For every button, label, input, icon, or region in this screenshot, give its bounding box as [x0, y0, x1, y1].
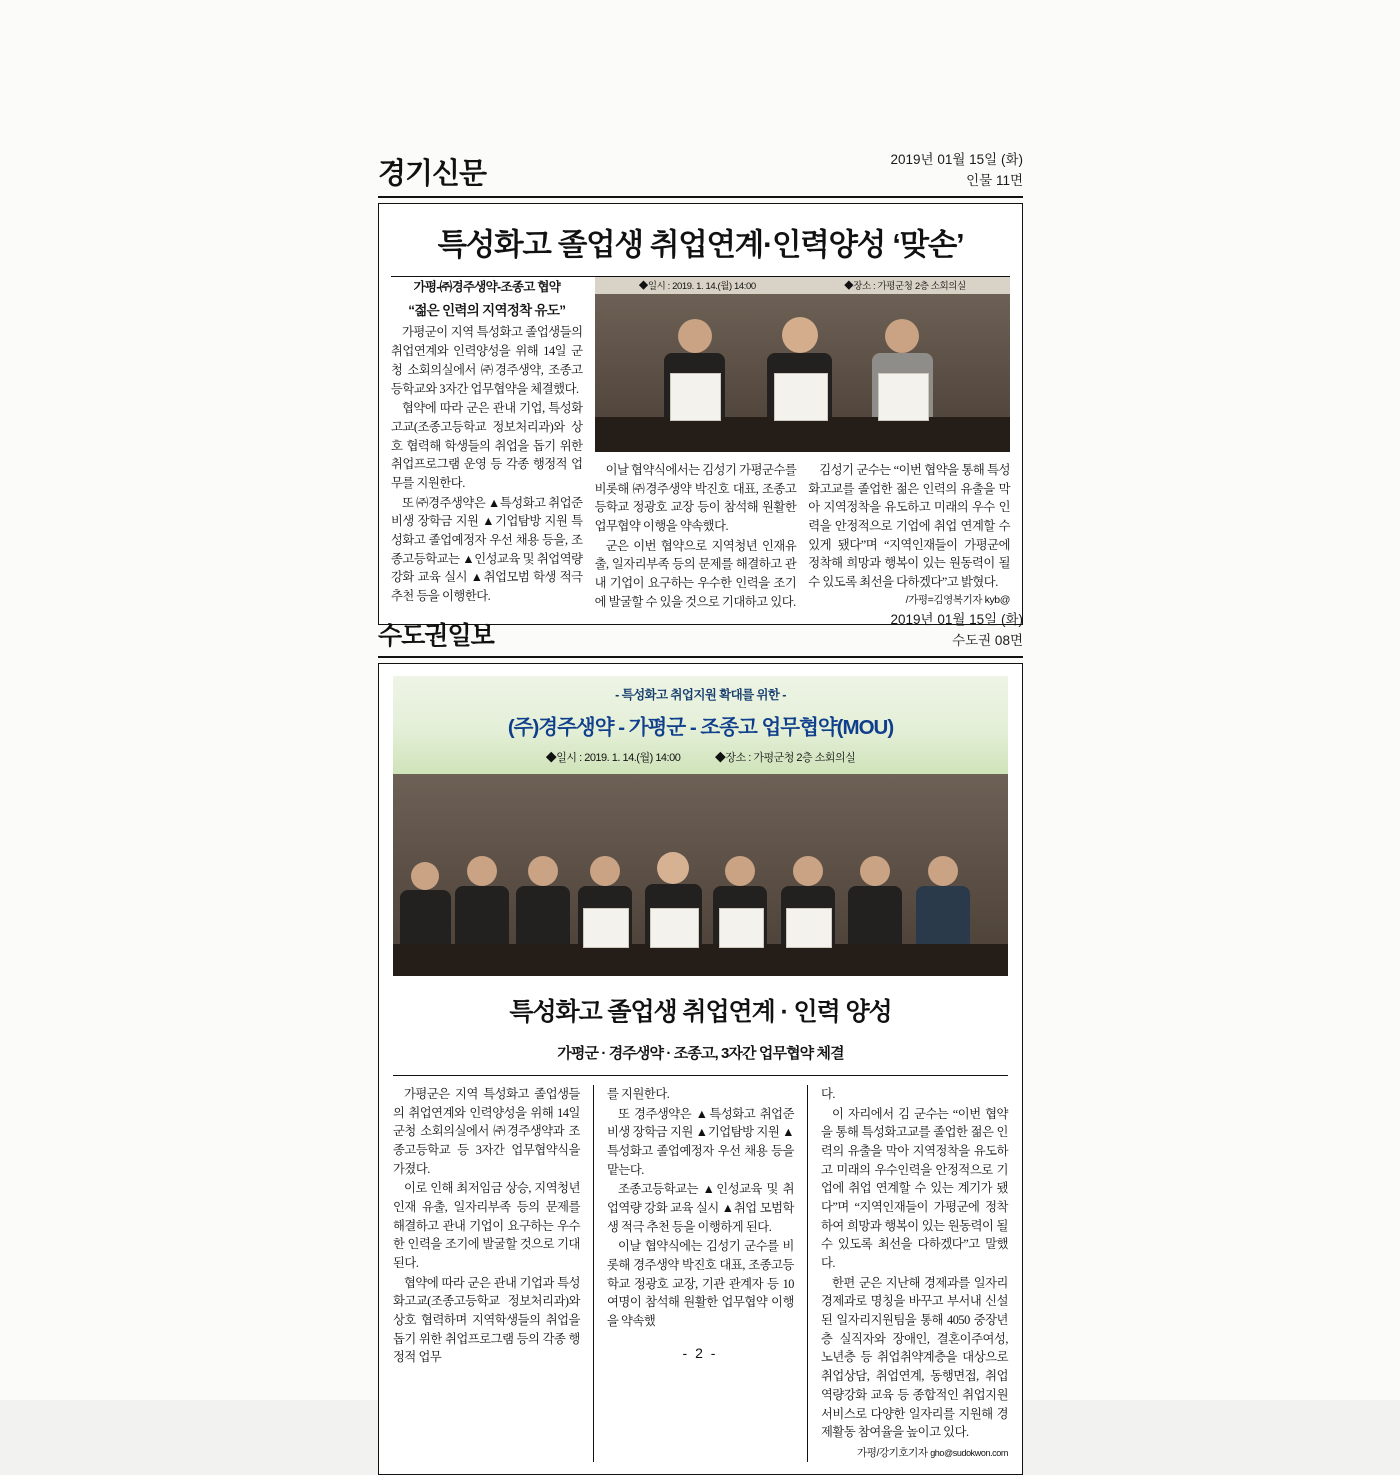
- article1-photo-scene: [595, 294, 1010, 452]
- article1-kicker: [391, 277, 583, 322]
- article1-divider: [378, 196, 1023, 198]
- article2-photo-scene: [393, 774, 1008, 976]
- photo2-person-3: [528, 856, 558, 944]
- article2-meta-date: 2019년 01월 15일 (화): [890, 612, 1023, 627]
- article1-body: [391, 277, 1010, 613]
- article1-frame: [378, 203, 1023, 626]
- article2-meta-page: 수도권 08면: [952, 632, 1023, 648]
- article1-photo-date: ◆일시 : 2019. 1. 14.(월) 14:00: [638, 281, 756, 293]
- article1-kicker-line1: 가평-㈜경주생약-조종고 협약: [413, 279, 561, 294]
- article1-headline: 특성화고 졸업생 취업연계·인력양성 ‘맞손’: [437, 227, 964, 262]
- photo2-person-9: [928, 856, 958, 944]
- article2-col1-p2: 이로 인해 최저임금 상승, 지역청년 인재 유출, 일자리부족 등의 문제를 해결하고 관내 기업이 요구하는 우수한 인력을 조기에 발굴할 것으로 기대된다.: [393, 1181, 580, 1271]
- article1-photo: [595, 277, 1010, 452]
- article2-col1-p3: 협약에 따라 군은 관내 기업과 특성화고교(조종고등학교 정보처리과)와 상호 협력하며 지역학생들의 취업을 돕기 위한 취업프로그램 등의 각종 행정적 업무: [393, 1275, 580, 1365]
- article2-byline: [821, 1446, 1008, 1462]
- article1-left-column: [391, 277, 583, 613]
- article1-col3-p1: 김성기 군수는 “이번 협약을 통해 특성화고교를 졸업한 젊은 인력의 유출을 막아 지역정착을 유도하고 미래의 우수 인력을 안정적으로 기업에 취업 연계할 수 있게 됐다”며 “지역인재들이 가평군에 정착해 희망과 행복이 있는 원동력이 될 수 있도록 최선을 다하겠다”고 밝혔다.: [808, 462, 1011, 589]
- photo2-person-5: [657, 852, 689, 944]
- article2-col2-p3: 조종고등학교는 ▲인성교육 및 취업역량 강화 교육 실시 ▲취업 모범학생 적극 추천 등을 이행하게 된다.: [607, 1182, 794, 1234]
- article2-banner-top: - 특성화고 취업지원 확대를 위한 -: [615, 687, 786, 702]
- article2-text-columns: [393, 1085, 1008, 1462]
- photo2-table: [393, 944, 1008, 976]
- article2-col1-p1: 가평군은 지역 특성화고 졸업생들의 취업연계와 인력양성을 위해 14일 군청 소회의실에서 ㈜경주생약과 조종고등학교 등 3자간 업무협약식을 가졌다.: [393, 1086, 580, 1176]
- article2-masthead-row: [378, 610, 1023, 656]
- article1-text-columns: [595, 461, 1010, 613]
- photo2-person-8: [860, 856, 890, 944]
- photo1-person-2: [782, 317, 818, 417]
- article2-col1: [393, 1085, 580, 1462]
- article2-banner-date: ◆일시 : 2019. 1. 14.(월) 14:00: [545, 751, 681, 764]
- article2-meta: [891, 610, 1023, 652]
- article2-divider: [378, 656, 1023, 658]
- article1-photo-place: ◆장소 : 가평군청 2층 소회의실: [844, 281, 966, 293]
- article1-masthead: 경기신문: [378, 157, 487, 190]
- photo2-person-2: [467, 856, 497, 944]
- article2-photo-banner: [393, 676, 1008, 777]
- article1-right-column: [595, 277, 1010, 613]
- article1-meta-date: 2019년 01월 15일 (화): [890, 152, 1023, 167]
- photo1-person-3: [885, 319, 919, 417]
- article2-masthead: 수도권일보: [378, 621, 494, 650]
- newspaper-clipping-sheet: [330, 120, 1070, 1459]
- article2-subhead: 가평군 · 경주생약 · 조종고, 3자간 업무협약 체결: [557, 1044, 844, 1062]
- article1-col2: [595, 461, 797, 613]
- article1-col2-p2: 군은 이번 협약으로 지역청년 인재유출, 일자리부족 등의 문제를 해결하고 관내 기업이 요구하는 우수한 인력을 조기에 발굴할 수 있을 것으로 기대하고 있다.: [594, 538, 797, 609]
- article2-byline-name: 가평/강기호기자: [856, 1446, 928, 1459]
- article2-col3-p1: 다.: [821, 1086, 836, 1101]
- photo1-table: [595, 417, 1010, 452]
- photo2-person-4: [590, 856, 620, 944]
- article2-col2: [607, 1085, 794, 1462]
- article2-banner-main: (주)경주생약 - 가평군 - 조종고 업무협약(MOU): [507, 715, 894, 739]
- article2-column-rule-1: [593, 1085, 594, 1462]
- article2-byline-mail: gho@sudokwon.com: [930, 1447, 1008, 1458]
- article1-col1-p2: 협약에 따라 군은 관내 기업, 특성화고교(조종고등학교 정보처리과)와 상호 협력해 학생들의 취업을 돕기 위한 취업프로그램 운영 등 각종 행정적 업무를 지원한다.: [391, 401, 583, 490]
- article1-meta-page: 인물 11면: [966, 172, 1023, 188]
- article2-subhead-underline: [393, 1075, 1008, 1076]
- photo2-person-7: [793, 856, 823, 944]
- article2-headline: 특성화고 졸업생 취업연계 · 인력 양성: [509, 997, 892, 1026]
- article1-byline: /가평=김영복기자 kyb@: [905, 593, 1011, 606]
- article1-kicker-line2: “젊은 인력의 지역정착 유도”: [408, 302, 566, 318]
- article1-meta: [891, 150, 1023, 192]
- article2-column-rule-2: [807, 1085, 808, 1462]
- article2-col2-p4: 이날 협약식에는 김성기 군수를 비롯해 경주생약 박진호 대표, 조종고등학교 정광호 교장, 기관 관계자 등 10여명이 참석해 원활한 업무협약 이행을 약속했: [607, 1239, 794, 1329]
- photo2-person-1: [411, 862, 439, 944]
- article2-col2-p2: 또 경주생약은 ▲특성화고 취업준비생 장학금 지원 ▲기업탐방 지원 ▲특성화고 졸업예정자 우선 채용 등을 맡는다.: [607, 1106, 794, 1177]
- article2-col3-p2: 이 자리에서 김 군수는 “이번 협약을 통해 특성화고교를 졸업한 젊은 인력의 유출을 막아 지역정착을 유도하고 미래의 우수인력을 안정적으로 기업에 취업 연계할 수 있는 계기가 됐다”며 “지역인재들이 가평군에 정착하여 희망과 행복이 있는 원동력이 될 수 있도록 최선을 다하겠다”고 말했다.: [821, 1106, 1008, 1271]
- article2-col2-p1: 를 지원한다.: [607, 1086, 670, 1101]
- article2-col3: [821, 1085, 1008, 1462]
- photo1-person-1: [678, 319, 712, 417]
- article1-col1: [391, 323, 583, 605]
- article2-banner-place: ◆장소 : 가평군청 2층 소회의실: [714, 751, 856, 764]
- article2-photo: [393, 676, 1008, 976]
- article1-col2-p1: 이날 협약식에서는 김성기 가평군수를 비롯해 ㈜경주생약 박진호 대표, 조종고등학교 정광호 교장 등이 참석해 원활한 업무협약 이행을 약속했다.: [594, 462, 797, 533]
- article1-photo-caption-band: [595, 277, 1010, 294]
- photo2-person-6: [725, 856, 755, 944]
- page-number: - 2 -: [682, 1345, 718, 1361]
- article-gyeonggi-shinmun: [378, 150, 1023, 625]
- article1-col1-p3: 또 ㈜경주생약은 ▲특성화고 취업준비생 장학금 지원 ▲기업탐방 지원 특성화고 졸업예정자 우선 채용 등을, 조종고등학교는 ▲인성교육 및 취업역량 강화 교육 실시 ▲취업모범 학생 적극 추천 등을 이행한다.: [391, 495, 583, 604]
- article2-banner-details: [393, 749, 1008, 765]
- article1-col3: [808, 461, 1010, 613]
- article1-col1-p1: 가평군이 지역 특성화고 졸업생들의 취업연계와 인력양성을 위해 14일 군청 소회의실에서 ㈜경주생약, 조종고등학교와 3자간 업무협약을 체결했다.: [391, 325, 583, 396]
- article1-masthead-row: [378, 150, 1023, 196]
- article2-col3-p3: 한편 군은 지난해 경제과를 일자리경제과로 명칭을 바꾸고 부서내 신설된 일자리지원팀을 통해 4050 중장년층 실직자와 장애인, 결혼이주여성, 노년층 등 취업취약계층을 대상으로 취업상담, 취업연계, 동행면접, 취업역량강화 교육 등 종합적인 취업지원서비스로 다양한 일자리를 지원해 경제활동 참여율을 높이고 있다.: [821, 1275, 1008, 1440]
